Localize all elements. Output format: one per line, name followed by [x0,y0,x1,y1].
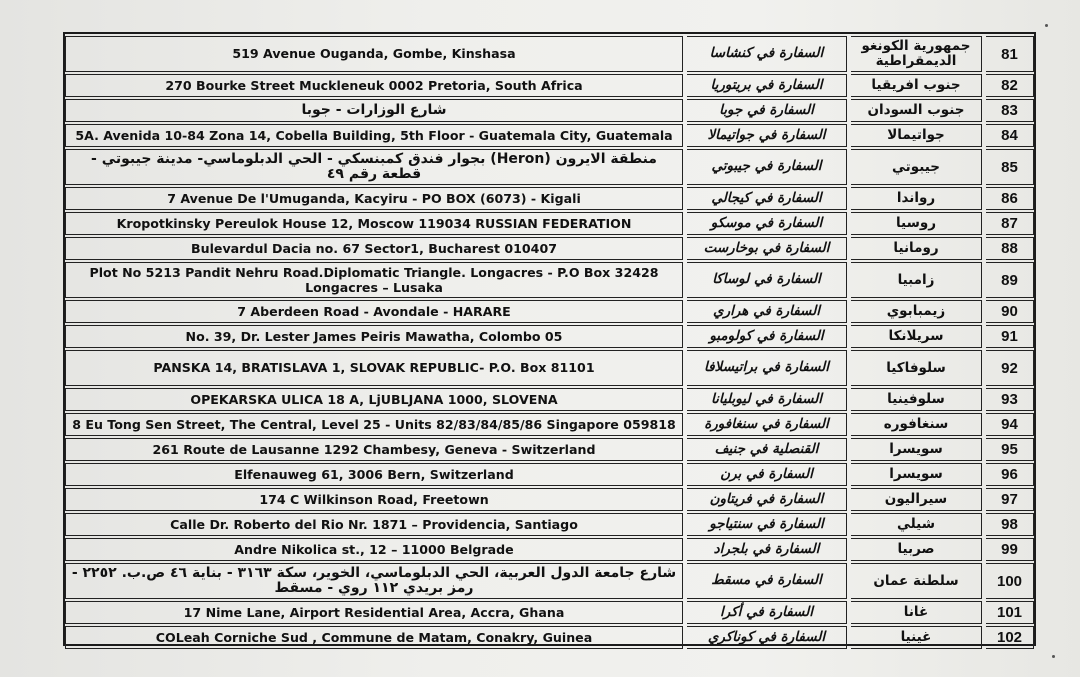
row-number-cell: 102 [986,626,1034,649]
embassy-cell: السفارة في جوبا [687,99,847,122]
embassy-cell: السفارة في كولومبو [687,325,847,348]
row-number-cell: 81 [986,36,1034,72]
table-row [65,463,1034,486]
embassy-cell: السفارة في أكرا [687,601,847,624]
table-row [65,99,1034,122]
row-number-cell: 99 [986,538,1034,561]
row-number-cell: 83 [986,99,1034,122]
row-number-cell: 100 [986,563,1034,599]
row-number-cell: 82 [986,74,1034,97]
address-cell: شارع الوزارات - جوبا [65,99,683,122]
row-number-cell: 97 [986,488,1034,511]
embassy-cell: السفارة في فريتاون [687,488,847,511]
address-cell: Andre Nikolica st., 12 – 11000 Belgrade [65,538,683,561]
table-row [65,262,1034,298]
scan-mark [1045,24,1048,27]
embassy-cell: السفارة في كيجالي [687,187,847,210]
table-row [65,601,1034,624]
table-row [65,513,1034,536]
address-cell: Plot No 5213 Pandit Nehru Road.Diplomatic Triangle. Longacres - P.O Box 32428 Longacres – Lusaka [65,262,683,298]
table-row [65,325,1034,348]
row-number-cell: 98 [986,513,1034,536]
address-cell: Kropotkinsky Pereulok House 12, Moscow 119034 RUSSIAN FEDERATION [65,212,683,235]
embassy-cell: السفارة في لوساكا [687,262,847,298]
embassy-cell: السفارة في بوخارست [687,237,847,260]
row-number-cell: 101 [986,601,1034,624]
table-row [65,149,1034,185]
table-row [65,36,1034,72]
row-number-cell: 91 [986,325,1034,348]
row-number-cell: 84 [986,124,1034,147]
country-cell: جيبوتي [851,149,982,185]
table-row [65,413,1034,436]
row-number-cell: 95 [986,438,1034,461]
table-row [65,212,1034,235]
table-row [65,388,1034,411]
address-cell: 17 Nime Lane, Airport Residential Area, Accra, Ghana [65,601,683,624]
address-cell: 174 C Wilkinson Road, Freetown [65,488,683,511]
country-cell: سلوفينيا [851,388,982,411]
address-cell: 5A. Avenida 10-84 Zona 14, Cobella Building, 5th Floor - Guatemala City, Guatemala [65,124,683,147]
address-cell: Bulevardul Dacia no. 67 Sector1, Bucharest 010407 [65,237,683,260]
embassy-cell: السفارة في كوناكري [687,626,847,649]
address-cell: 7 Aberdeen Road - Avondale - HARARE [65,300,683,323]
embassy-cell: السفارة في هراري [687,300,847,323]
country-cell: سلطنة عمان [851,563,982,599]
row-number-cell: 93 [986,388,1034,411]
embassies-table [65,34,1034,651]
scan-mark [1052,655,1055,658]
table-row [65,350,1034,386]
country-cell: جواتيمالا [851,124,982,147]
country-cell: سنغافوره [851,413,982,436]
embassy-cell: السفارة في جواتيمالا [687,124,847,147]
row-number-cell: 89 [986,262,1034,298]
country-cell: غانا [851,601,982,624]
row-number-cell: 88 [986,237,1034,260]
country-cell: غينيا [851,626,982,649]
address-cell: منطقة الايرون (Heron) بجوار فندق كمبنسكي - الحي الدبلوماسي- مدينة جيبوتي - قطعة رقم ٤٩ [65,149,683,185]
country-cell: سويسرا [851,463,982,486]
country-cell: رومانيا [851,237,982,260]
country-cell: روسيا [851,212,982,235]
embassy-cell: السفارة في ليوبليانا [687,388,847,411]
embassy-cell: السفارة في كنشاسا [687,36,847,72]
embassy-cell: السفارة في براتيسلافا [687,350,847,386]
address-cell: 519 Avenue Ouganda, Gombe, Kinshasa [65,36,683,72]
address-cell: Elfenauweg 61, 3006 Bern, Switzerland [65,463,683,486]
table-row [65,538,1034,561]
embassy-cell: السفارة في سنغافورة [687,413,847,436]
country-cell: رواندا [851,187,982,210]
address-cell: شارع جامعة الدول العربية، الحي الدبلوماسي، الخوير، سكة ٣١٦٣ - بناية ٤٦ ص.ب. ٢٢٥٢ - رمز بريدي ١١٢ روي - مسقط [65,563,683,599]
country-cell: شيلي [851,513,982,536]
country-cell: صربيا [851,538,982,561]
row-number-cell: 94 [986,413,1034,436]
embassy-cell: السفارة في بريتوريا [687,74,847,97]
embassy-cell: السفارة في برن [687,463,847,486]
table-row [65,626,1034,649]
row-number-cell: 96 [986,463,1034,486]
embassy-cell: السفارة في سنتياجو [687,513,847,536]
country-cell: سيراليون [851,488,982,511]
country-cell: زامبيا [851,262,982,298]
country-cell: سويسرا [851,438,982,461]
embassy-cell: السفارة في موسكو [687,212,847,235]
embassy-cell: السفارة في بلجراد [687,538,847,561]
table-row [65,563,1034,599]
address-cell: 270 Bourke Street Muckleneuk 0002 Pretoria, South Africa [65,74,683,97]
address-cell: No. 39, Dr. Lester James Peiris Mawatha, Colombo 05 [65,325,683,348]
row-number-cell: 87 [986,212,1034,235]
address-cell: Calle Dr. Roberto del Rio Nr. 1871 – Providencia, Santiago [65,513,683,536]
country-cell: جنوب افريقيا [851,74,982,97]
table-row [65,488,1034,511]
table-row [65,74,1034,97]
table-row [65,237,1034,260]
address-cell: COLeah Corniche Sud , Commune de Matam, Conakry, Guinea [65,626,683,649]
embassy-cell: السفارة في جيبوتي [687,149,847,185]
table-row [65,438,1034,461]
table-row [65,300,1034,323]
country-cell: جنوب السودان [851,99,982,122]
embassy-cell: السفارة في مسقط [687,563,847,599]
table-row [65,187,1034,210]
country-cell: سريلانكا [851,325,982,348]
row-number-cell: 90 [986,300,1034,323]
row-number-cell: 85 [986,149,1034,185]
address-cell: 7 Avenue De l'Umuganda, Kacyiru - PO BOX (6073) - Kigali [65,187,683,210]
country-cell: زيمبابوي [851,300,982,323]
table-body [65,36,1034,649]
address-cell: 8 Eu Tong Sen Street, The Central, Level 25 - Units 82/83/84/85/86 Singapore 059818 [65,413,683,436]
address-cell: PANSKA 14, BRATISLAVA 1, SLOVAK REPUBLIC- P.O. Box 81101 [65,350,683,386]
row-number-cell: 92 [986,350,1034,386]
country-cell: سلوفاكيا [851,350,982,386]
embassy-cell: القنصلية في جنيف [687,438,847,461]
address-cell: OPEKARSKA ULICA 18 A, LjUBLJANA 1000, SLOVENA [65,388,683,411]
country-cell: جمهورية الكونغو الديمقراطية [851,36,982,72]
address-cell: 261 Route de Lausanne 1292 Chambesy, Geneva - Switzerland [65,438,683,461]
row-number-cell: 86 [986,187,1034,210]
table-row [65,124,1034,147]
